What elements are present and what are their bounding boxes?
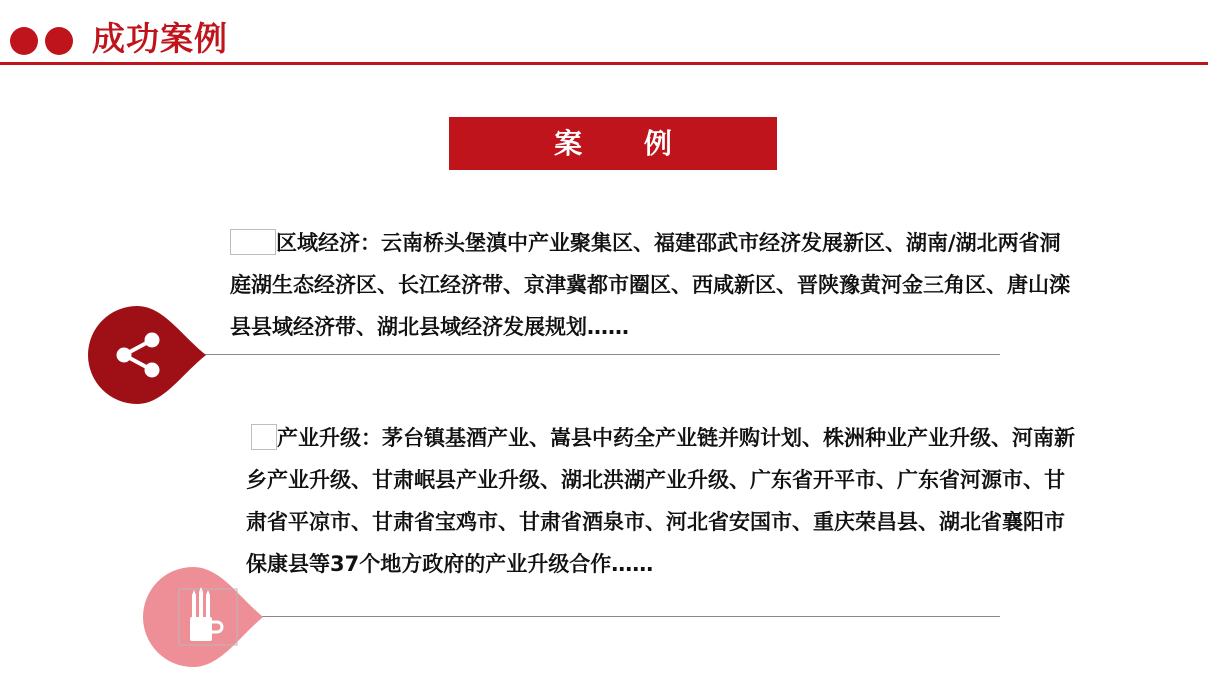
indent-placeholder <box>230 229 276 255</box>
section-industry-upgrade <box>246 417 1076 585</box>
indent-placeholder <box>251 424 277 450</box>
case-banner: 案 例 <box>449 117 777 170</box>
section-text: 区域经济：云南桥头堡滇中产业聚集区、福建邵武市经济发展新区、湖南/湖北两省洞庭湖生态经济区、长江经济带、京津冀都市圈区、西咸新区、晋陕豫黄河金三角区、唐山滦县县域经济带、湖北县域经济发展规划…… <box>230 231 1070 339</box>
section-regional-economy <box>230 222 1080 348</box>
pencil-cup-bubble <box>143 567 265 667</box>
header-divider <box>0 62 1208 65</box>
section-divider <box>190 354 1000 355</box>
section-text: 产业升级：茅台镇基酒产业、嵩县中药全产业链并购计划、株洲种业产业升级、河南新乡产业升级、甘肃岷县产业升级、湖北洪湖产业升级、广东省开平市、广东省河源市、甘肃省平凉市、甘肃省宝鸡市、甘肃省酒泉市、河北省安国市、重庆荣昌县、湖北省襄阳市保康县等37个地方政府的产业升级合作…… <box>246 426 1075 576</box>
header-dot-left <box>10 27 38 55</box>
section-divider <box>250 616 1000 617</box>
share-bubble <box>88 306 208 404</box>
page-title: 成功案例 <box>92 19 228 58</box>
header-dot-right <box>45 27 73 55</box>
